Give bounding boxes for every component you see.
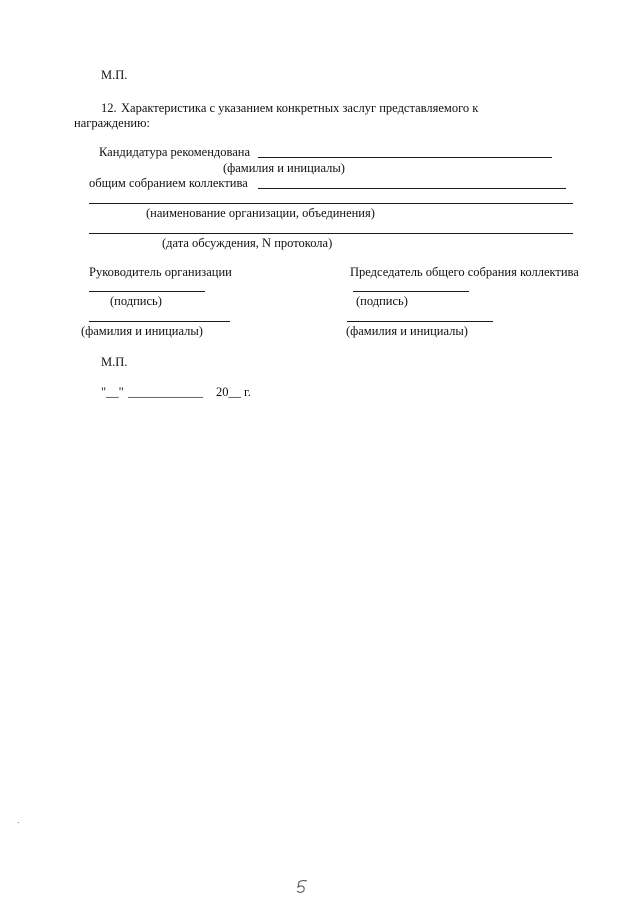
organization-line (89, 203, 573, 204)
left-name-caption: (фамилия и инициалы) (81, 324, 203, 338)
section-title-line2: награждению: (74, 116, 150, 130)
left-signature-caption: (подпись) (110, 294, 162, 308)
section-number: 12. (101, 101, 117, 115)
date-year-suffix: г. (244, 385, 251, 399)
stamp-mark-top: М.П. (101, 68, 128, 82)
candidacy-name-line (258, 157, 552, 158)
scan-speck (18, 822, 19, 823)
candidacy-caption: (фамилия и инициалы) (223, 161, 345, 175)
right-name-caption: (фамилия и инициалы) (346, 324, 468, 338)
left-signer-title: Руководитель организации (89, 265, 232, 279)
meeting-line (258, 188, 566, 189)
right-signer-title: Председатель общего собрания коллектива (350, 265, 579, 279)
section-title-line1: Характеристика с указанием конкретных заслуг представляемого к (121, 101, 479, 115)
protocol-line (89, 233, 573, 234)
candidacy-label: Кандидатура рекомендована (99, 145, 251, 159)
meeting-label: общим собранием коллектива (89, 176, 248, 190)
protocol-caption: (дата обсуждения, N протокола) (162, 236, 333, 250)
organization-caption: (наименование организации, объединения) (146, 206, 375, 220)
right-signature-line (353, 291, 469, 292)
right-name-line (347, 321, 493, 322)
date-month-blank: ____________ (128, 385, 203, 399)
handwritten-page-number (293, 878, 313, 896)
left-signature-line (89, 291, 205, 292)
left-name-line (89, 321, 230, 322)
date-year: 20__ (216, 385, 241, 399)
date-day: "__" (101, 385, 124, 399)
right-signature-caption: (подпись) (356, 294, 408, 308)
stamp-mark-bottom: М.П. (101, 355, 128, 369)
